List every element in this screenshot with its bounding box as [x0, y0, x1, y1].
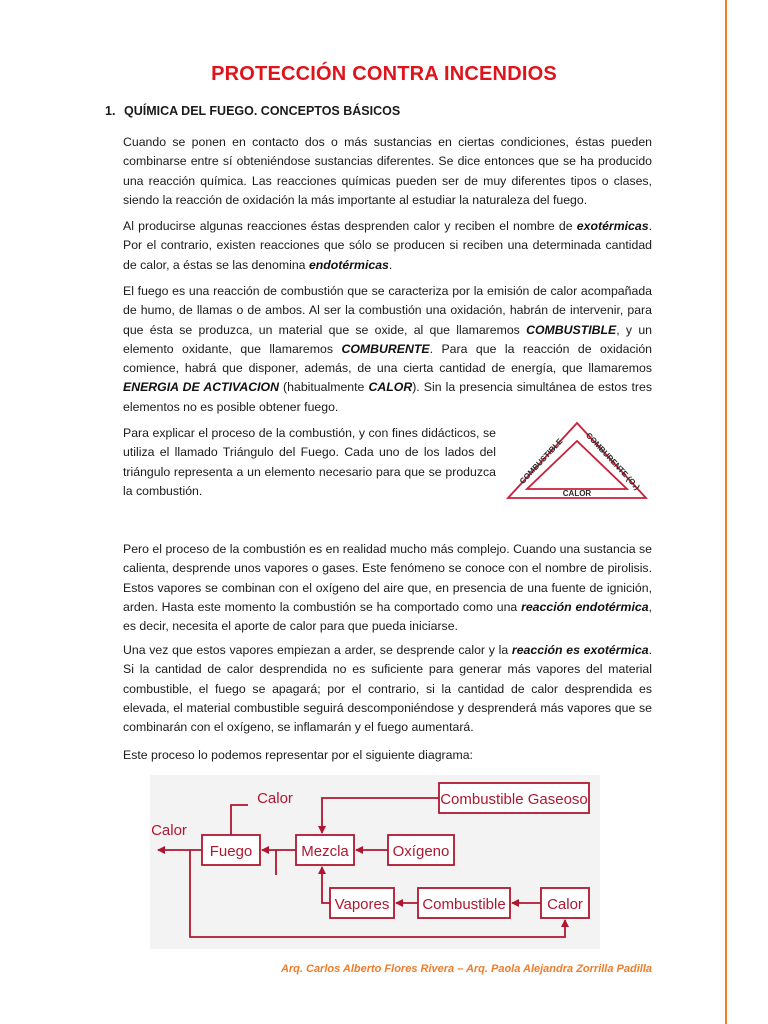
term-reaccion-exotermica: reacción es exotérmica: [511, 643, 649, 657]
diagram-combustible-gaseoso: Combustible Gaseoso: [440, 791, 588, 808]
diagram-calor-right: Calor: [547, 896, 583, 913]
paragraph-4: Para explicar el proceso de la combustión, y con fines didácticos, se utiliza el llamado Triángulo del Fuego. Cada uno de los lados del triángulo representa a un elemento necesario para que se produzca la combustión.: [123, 426, 496, 498]
diagram-oxigeno: Oxígeno: [392, 843, 450, 860]
page-footer: Arq. Carlos Alberto Flores Rivera – Arq. Paola Alejandra Zorrilla Padilla: [280, 963, 652, 975]
section-title: QUÍMICA DEL FUEGO. CONCEPTOS BÁSICOS: [124, 104, 401, 118]
margin-rule: [725, 0, 727, 1024]
term-calor: CALOR: [368, 380, 413, 395]
triangle-label-calor: CALOR: [562, 489, 592, 498]
diagram-vapores: Vapores: [334, 896, 390, 913]
section-number: 1.: [105, 104, 116, 118]
diagram-fuego: Fuego: [209, 843, 253, 860]
triangle-label-combustible: COMBUSTIBLE: [517, 436, 565, 486]
fire-triangle-figure: [503, 420, 651, 502]
paragraph-2: Al producirse algunas reacciones éstas desprenden calor y reciben el nombre de exotérmicas. Por el contrario, existen reacciones que sólo se producen si reciben una determinada cantidad de calor, a éstas se las denomina endotérmicas.: [123, 219, 652, 272]
term-endotermicas: endotérmicas: [308, 257, 389, 272]
paragraph-7: Este proceso lo podemos representar por el siguiente diagrama:: [123, 748, 473, 762]
paragraph-5: Pero el proceso de la combustión es en realidad mucho más complejo. Cuando una sustancia se calienta, desprende unos vapores o gases. Este fenómeno se conoce con el nombre de pirolisis. Estos vapores se combinan con el oxígeno del aire que, en presencia de una fuente de ignición, arden. Hasta este momento la combustión se ha comportado como una reacción endotérmica, es decir, necesita el aporte de calor para que pueda iniciarse.: [123, 542, 652, 634]
term-exotermicas: exotérmicas: [576, 219, 649, 233]
diagram-calor-top: Calor: [257, 790, 293, 807]
paragraph-3: El fuego es una reacción de combustión que se caracteriza por la emisión de calor acompañada de humo, de llamas o de ambos. Al ser la combustión una oxidación, habrán de intervenir, para que ésta se produzca, un material que se oxide, al que llamaremos COMBUSTIBLE, y un elemento oxidante, que llamaremos COMBURENTE. Para que la reacción de oxidación comience, habrá que disponer, además, de una cierta cantidad de energía, que llamaremos ENERGIA DE ACTIVACION (habitualmente CALOR). Sin la presencia simultánea de estos tres elementos no es posible obtener fuego.: [123, 284, 653, 414]
page-title: PROTECCIÓN CONTRA INCENDIOS: [211, 63, 557, 85]
section-heading: [105, 104, 400, 118]
combustion-process-diagram: [150, 775, 600, 949]
diagram-calor-left: Calor: [151, 822, 187, 839]
term-reaccion-endotermica: reacción endotérmica: [521, 599, 649, 614]
paragraph-6: Una vez que estos vapores empiezan a arder, se desprende calor y la reacción es exotérmica. Si la cantidad de calor desprendida no es suficiente para generar más vapores del material combustible, el fuego se apagará; por el contrario, si la cantidad de calor desprendida es elevada, el material combustible seguirá descomponiéndose y desprenderá más vapores que se combinarán con el oxígeno, se inflamarán y el fuego aumentará.: [123, 643, 652, 735]
term-comburente: COMBURENTE: [341, 341, 430, 356]
diagram-mezcla: Mezcla: [301, 843, 349, 860]
diagram-combustible: Combustible: [422, 896, 506, 913]
triangle-label-comburente: COMBURENTE (O₂): [584, 430, 642, 492]
paragraph-1: Cuando se ponen en contacto dos o más sustancias en ciertas condiciones, éstas pueden combinarse entre sí obteniéndose sustancias diferentes. Se dice entonces que se ha producido una reacción química. Las reacciones químicas pueden ser de muy diferentes tipos o clases, siendo la reacción de oxidación la más importante al estudiar la naturaleza del fuego.: [123, 135, 652, 207]
term-energia-activacion: ENERGIA DE ACTIVACION: [123, 380, 279, 395]
term-combustible: COMBUSTIBLE: [526, 322, 617, 337]
